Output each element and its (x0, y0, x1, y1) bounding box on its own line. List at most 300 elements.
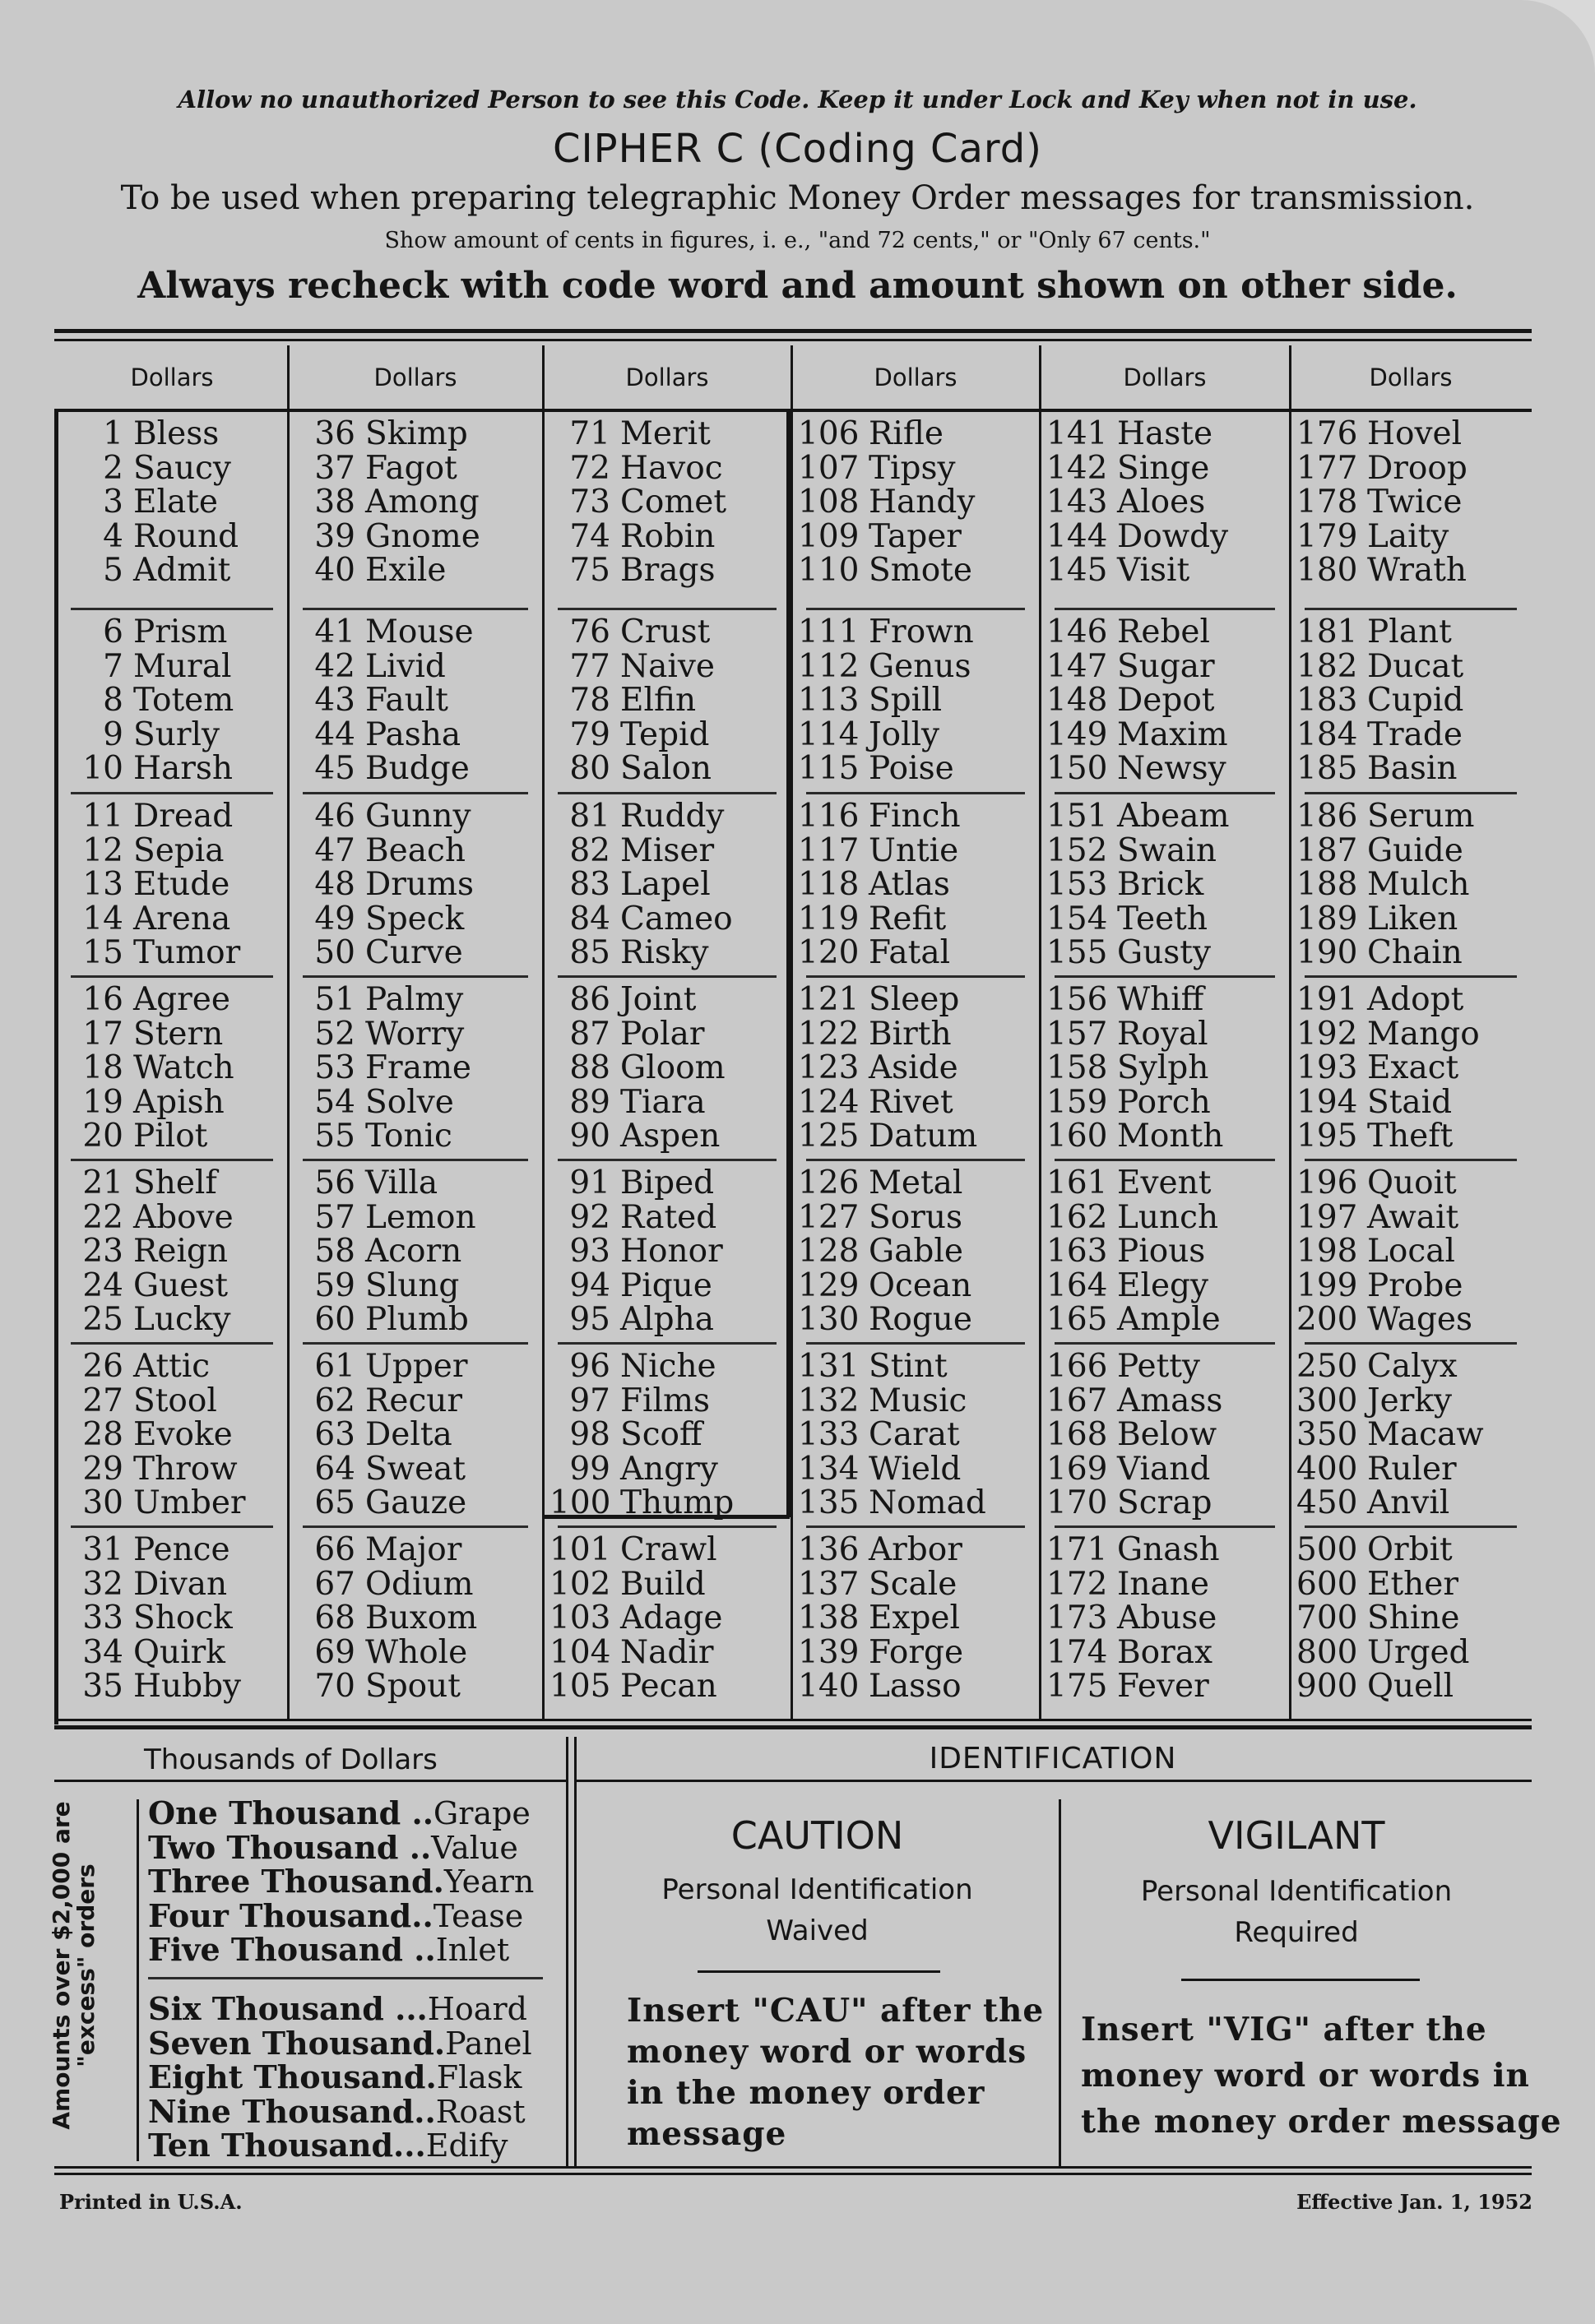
entry-code-word: Quirk (133, 1633, 225, 1671)
entry-amount: 35 (82, 1668, 123, 1706)
entry-amount: 109 (798, 517, 860, 555)
entry-amount: 181 (1296, 613, 1358, 650)
entry-code-word: Dread (133, 798, 234, 835)
code-entry (294, 715, 474, 753)
code-entry (1296, 752, 1463, 786)
code-entry (1046, 1486, 1222, 1521)
section-rule-thick (54, 1725, 1532, 1729)
entry-code-word: Stool (133, 1382, 217, 1419)
thousands-amount: Four Thousand.. (148, 1896, 434, 1934)
entry-code-word: Sepia (133, 831, 225, 869)
code-entry (1296, 1633, 1470, 1671)
column-header-dollars: Dollars (1123, 363, 1207, 391)
entry-amount: 170 (1046, 1484, 1108, 1522)
code-entry (549, 1633, 722, 1671)
entry-code-word: Await (1367, 1198, 1459, 1236)
entry-amount: 23 (82, 1233, 123, 1271)
group-separator (1055, 1159, 1275, 1161)
code-entry (63, 683, 234, 718)
entry-code-word: Agree (133, 981, 230, 1018)
entry-amount: 34 (82, 1633, 123, 1671)
code-entry (1296, 683, 1463, 718)
code-group (1296, 1349, 1484, 1521)
code-entry (294, 799, 474, 834)
code-entry (549, 1266, 723, 1304)
code-entry (1296, 1349, 1484, 1384)
entry-amount: 119 (798, 900, 860, 937)
entry-amount: 182 (1296, 647, 1358, 685)
thousands-entry (148, 2026, 543, 2061)
code-entry (798, 983, 977, 1017)
entry-code-word: Evoke (133, 1416, 233, 1454)
frame-col3-right (786, 409, 791, 1517)
column-header-dollars: Dollars (874, 363, 957, 391)
code-entry (63, 752, 234, 786)
entry-amount: 15 (82, 934, 123, 972)
code-entry (294, 1119, 471, 1154)
code-entry (63, 1567, 241, 1602)
group-separator (1055, 792, 1275, 794)
code-entry (549, 1198, 723, 1236)
entry-code-word: Divan (133, 1565, 228, 1603)
entry-code-word: Cameo (620, 900, 733, 937)
code-entry (63, 902, 240, 937)
entry-amount: 41 (314, 613, 355, 650)
entry-code-word: Depot (1117, 682, 1215, 720)
entry-amount: 102 (549, 1565, 611, 1603)
entry-code-word: Maxim (1117, 715, 1228, 753)
code-entry (1296, 831, 1475, 869)
code-entry (798, 1669, 963, 1704)
code-group (549, 615, 715, 786)
entry-amount: 198 (1296, 1233, 1358, 1271)
code-entry (549, 683, 715, 718)
entry-code-word: Attic (133, 1348, 211, 1385)
thousands-separator (148, 1977, 543, 1979)
code-entry (63, 517, 239, 555)
entry-code-word: Handy (869, 484, 976, 521)
entry-code-word: Viand (1117, 1450, 1211, 1488)
entry-amount: 148 (1046, 682, 1108, 720)
code-entry (294, 868, 474, 902)
code-entry (549, 799, 733, 834)
entry-code-word: Atlas (869, 866, 950, 904)
code-entry (294, 1452, 468, 1487)
entry-amount: 120 (798, 934, 860, 972)
code-group (798, 799, 961, 970)
entry-amount: 121 (798, 981, 860, 1018)
entry-code-word: Probe (1367, 1266, 1463, 1304)
code-entry (63, 1349, 246, 1384)
entry-code-word: Shock (133, 1599, 233, 1637)
entry-code-word: Arena (133, 900, 231, 937)
entry-amount: 250 (1296, 1348, 1358, 1385)
thousands-amount: Nine Thousand.. (148, 2092, 436, 2130)
entry-amount: 70 (314, 1668, 355, 1706)
entry-code-word: Umber (133, 1484, 246, 1522)
entry-code-word: Abuse (1117, 1599, 1217, 1637)
group-separator (303, 1525, 528, 1528)
vigilant-line2: Required (1234, 1916, 1359, 1949)
entry-amount: 65 (314, 1484, 355, 1522)
code-entry (294, 1198, 476, 1236)
entry-code-word: Livid (365, 647, 446, 685)
code-group (1046, 417, 1228, 588)
entry-amount: 54 (314, 1083, 355, 1121)
entry-amount: 73 (569, 484, 610, 521)
entry-amount: 154 (1046, 900, 1108, 937)
entry-amount: 72 (569, 449, 610, 487)
excess-note: Amounts over $2,000 are "excess" orders (48, 1801, 100, 2130)
group-separator (558, 1159, 777, 1161)
code-entry (549, 1083, 726, 1121)
code-entry (798, 1198, 972, 1236)
group-separator (1055, 975, 1275, 978)
entry-code-word: Stint (869, 1348, 948, 1385)
code-entry (549, 936, 733, 970)
code-group (1046, 1533, 1220, 1704)
code-entry (1046, 1669, 1220, 1704)
thousands-entry (148, 2092, 543, 2130)
entry-amount: 90 (569, 1118, 610, 1155)
entry-code-word: Lapel (620, 866, 711, 904)
column-header-dollars: Dollars (625, 363, 709, 391)
group-separator (806, 608, 1025, 610)
entry-amount: 900 (1296, 1668, 1358, 1706)
code-entry (1296, 1669, 1470, 1704)
top-rule (54, 329, 1532, 333)
entry-amount: 115 (798, 750, 860, 788)
entry-code-word: Mulch (1367, 866, 1470, 904)
entry-code-word: Rivet (869, 1083, 953, 1121)
entry-amount: 140 (798, 1668, 860, 1706)
entry-code-word: Pasha (365, 715, 461, 753)
entry-amount: 150 (1046, 750, 1108, 788)
code-entry (549, 1303, 723, 1337)
entry-code-word: Elegy (1117, 1266, 1209, 1304)
entry-code-word: Gunny (365, 798, 471, 835)
code-entry (798, 902, 961, 937)
cents-note: Show amount of cents in figures, i. e., "and 72 cents," or "Only 67 cents." (384, 228, 1211, 253)
group-separator (1055, 1342, 1275, 1345)
entry-code-word: Thump (620, 1484, 735, 1522)
entry-code-word: Villa (365, 1164, 438, 1201)
code-entry (294, 615, 474, 650)
code-entry (294, 1303, 476, 1337)
entry-amount: 7 (103, 647, 123, 685)
entry-code-word: Orbit (1367, 1531, 1453, 1568)
entry-code-word: Laity (1367, 517, 1449, 555)
code-group (63, 1166, 234, 1337)
code-entry (1296, 799, 1475, 834)
code-entry (63, 868, 240, 902)
entry-amount: 194 (1296, 1083, 1358, 1121)
entry-amount: 12 (82, 831, 123, 869)
entry-code-word: Trade (1367, 715, 1463, 753)
entry-code-word: Ocean (869, 1266, 972, 1304)
code-group (549, 983, 726, 1154)
entry-code-word: Adopt (1367, 981, 1464, 1018)
entry-amount: 3 (103, 484, 123, 521)
thousands-amount: Two Thousand .. (148, 1828, 432, 1866)
entry-code-word: Event (1117, 1164, 1212, 1201)
entry-amount: 89 (569, 1083, 610, 1121)
entry-amount: 174 (1046, 1633, 1108, 1671)
caution-title: CAUTION (730, 1813, 904, 1858)
code-group (798, 1166, 972, 1337)
code-entry (1046, 868, 1229, 902)
entry-amount: 16 (82, 981, 123, 1018)
thousands-amount: Three Thousand. (148, 1863, 444, 1900)
entry-amount: 164 (1046, 1266, 1108, 1304)
entry-amount: 193 (1296, 1049, 1358, 1087)
vigilant-underline (1181, 1979, 1420, 1981)
entry-amount: 78 (569, 682, 610, 720)
entry-amount: 149 (1046, 715, 1108, 753)
entry-amount: 79 (569, 715, 610, 753)
code-entry (1296, 553, 1467, 588)
entry-code-word: Sweat (365, 1450, 466, 1488)
entry-code-word: Anvil (1367, 1484, 1450, 1522)
entry-code-word: Joint (620, 981, 697, 1018)
entry-amount: 159 (1046, 1083, 1108, 1121)
entry-amount: 39 (314, 517, 355, 555)
entry-amount: 179 (1296, 517, 1358, 555)
column-divider (542, 345, 545, 1719)
entry-amount: 131 (798, 1348, 860, 1385)
code-entry (549, 1166, 723, 1201)
entry-code-word: Twice (1367, 484, 1463, 521)
entry-code-word: Wages (1367, 1301, 1473, 1339)
entry-amount: 156 (1046, 981, 1108, 1018)
entry-amount: 130 (798, 1301, 860, 1339)
entry-amount: 48 (314, 866, 355, 904)
group-separator (303, 1159, 528, 1161)
caution-line1: Personal Identification (661, 1873, 973, 1906)
group-separator (71, 1159, 273, 1161)
thousands-entry (148, 1828, 543, 1866)
entry-code-word: Solve (365, 1083, 454, 1121)
bottom-rule (54, 2166, 1532, 2169)
entry-amount: 200 (1296, 1301, 1358, 1339)
code-group (294, 417, 480, 588)
entry-code-word: Brags (620, 552, 716, 590)
entry-code-word: Forge (869, 1633, 964, 1671)
entry-code-word: Haste (1117, 415, 1213, 452)
entry-amount: 76 (569, 613, 610, 650)
code-entry (294, 752, 474, 786)
entry-amount: 127 (798, 1198, 860, 1236)
code-entry (549, 902, 733, 937)
entry-code-word: Below (1117, 1416, 1217, 1454)
entry-amount: 123 (798, 1049, 860, 1087)
entry-code-word: Spill (869, 682, 943, 720)
entry-amount: 350 (1296, 1416, 1358, 1454)
entry-amount: 14 (82, 900, 123, 937)
thousands-entry (148, 2060, 543, 2095)
code-entry (549, 752, 715, 786)
code-entry (63, 1166, 234, 1201)
code-entry (549, 417, 726, 451)
code-entry (798, 1486, 986, 1521)
entry-code-word: Whiff (1117, 981, 1204, 1018)
code-group (63, 983, 234, 1154)
entry-code-word: Acorn (365, 1233, 462, 1271)
entry-code-word: Wrath (1367, 552, 1467, 590)
entry-amount: 5 (103, 552, 123, 590)
code-entry (1296, 1083, 1480, 1121)
entry-code-word: Hovel (1367, 415, 1463, 452)
entry-amount: 175 (1046, 1668, 1108, 1706)
entry-code-word: Curve (365, 934, 463, 972)
entry-amount: 86 (569, 981, 610, 1018)
entry-amount: 124 (798, 1083, 860, 1121)
entry-code-word: Finch (869, 798, 961, 835)
entry-code-word: Slung (365, 1266, 460, 1304)
code-group (549, 799, 733, 970)
group-separator (1305, 608, 1517, 610)
entry-amount: 173 (1046, 1599, 1108, 1637)
entry-code-word: Exile (365, 552, 447, 590)
code-group (1296, 1166, 1472, 1337)
entry-amount: 57 (314, 1198, 355, 1236)
entry-amount: 1 (103, 415, 123, 452)
entry-code-word: Palmy (365, 981, 464, 1018)
entry-code-word: Lasso (869, 1668, 962, 1706)
thousands-code-word: Flask (436, 2059, 522, 2096)
entry-code-word: Gnash (1117, 1531, 1220, 1568)
code-entry (549, 615, 715, 650)
code-entry (63, 553, 239, 588)
entry-amount: 47 (314, 831, 355, 869)
entry-code-word: Swain (1117, 831, 1217, 869)
code-entry (1046, 831, 1229, 869)
entry-amount: 93 (569, 1233, 610, 1271)
caution-instruction-line: message (627, 2115, 787, 2153)
thousands-code-word: Value (431, 1829, 518, 1866)
code-entry (1046, 417, 1228, 451)
code-entry (1046, 1198, 1221, 1236)
entry-amount: 136 (798, 1531, 860, 1568)
entry-amount: 103 (549, 1599, 611, 1637)
code-group (1296, 983, 1480, 1154)
entry-code-word: Pecan (620, 1668, 717, 1706)
entry-amount: 166 (1046, 1348, 1108, 1385)
entry-code-word: Royal (1117, 1015, 1208, 1053)
thousands-amount: Eight Thousand. (148, 2058, 437, 2096)
code-entry (294, 485, 480, 520)
entry-code-word: Robin (620, 517, 716, 555)
entry-code-word: Rifle (869, 415, 944, 452)
entry-amount: 55 (314, 1118, 355, 1155)
group-separator (303, 1342, 528, 1345)
code-entry (294, 1418, 468, 1452)
entry-code-word: Spout (365, 1668, 461, 1706)
code-entry (798, 553, 975, 588)
entry-amount: 171 (1046, 1531, 1108, 1568)
entry-amount: 100 (549, 1484, 611, 1522)
code-entry (549, 1452, 734, 1487)
code-group (294, 1166, 476, 1337)
caution-instruction-line: money word or words (627, 2033, 1027, 2071)
column-divider (791, 345, 793, 1719)
code-group (798, 615, 974, 786)
entry-code-word: Tiara (620, 1083, 706, 1121)
entry-amount: 60 (314, 1301, 355, 1339)
entry-amount: 94 (569, 1266, 610, 1304)
entry-code-word: Quoit (1367, 1164, 1457, 1201)
code-entry (294, 1533, 477, 1567)
entry-amount: 52 (314, 1015, 355, 1053)
entry-code-word: Music (869, 1382, 967, 1419)
entry-amount: 113 (798, 682, 860, 720)
entry-amount: 62 (314, 1382, 355, 1419)
code-entry (549, 485, 726, 520)
entry-amount: 162 (1046, 1198, 1108, 1236)
entry-amount: 105 (549, 1668, 611, 1706)
group-separator (558, 608, 777, 610)
code-entry (549, 1017, 726, 1052)
entry-amount: 147 (1046, 647, 1108, 685)
entry-amount: 138 (798, 1599, 860, 1637)
entry-amount: 44 (314, 715, 355, 753)
entry-code-word: Pence (133, 1531, 230, 1568)
code-entry (798, 1601, 963, 1636)
entry-code-word: Aspen (620, 1118, 721, 1155)
thousands-entry (148, 2128, 543, 2163)
entry-amount: 83 (569, 866, 610, 904)
entry-amount: 26 (82, 1348, 123, 1385)
code-entry (294, 683, 474, 718)
code-entry (798, 451, 975, 486)
entry-code-word: Mouse (365, 613, 474, 650)
identification-heading: IDENTIFICATION (929, 1742, 1177, 1775)
code-entry (63, 983, 234, 1017)
entry-code-word: Quell (1367, 1668, 1454, 1706)
code-entry (1046, 799, 1229, 834)
code-entry (1296, 1533, 1470, 1567)
entry-amount: 187 (1296, 831, 1358, 869)
entry-amount: 97 (569, 1382, 610, 1419)
code-entry (63, 1418, 246, 1452)
thousands-amount: One Thousand .. (148, 1794, 434, 1831)
code-entry (294, 1017, 471, 1052)
code-entry (1046, 1533, 1220, 1567)
code-entry (1046, 936, 1229, 970)
code-entry (63, 451, 239, 486)
code-entry (1046, 1452, 1222, 1487)
entry-code-word: Mural (133, 647, 232, 685)
entry-code-word: Scrap (1117, 1484, 1212, 1522)
code-entry (798, 485, 975, 520)
code-entry (294, 451, 480, 486)
code-entry (1046, 752, 1228, 786)
entry-code-word: Datum (869, 1118, 978, 1155)
entry-code-word: Beach (365, 831, 466, 869)
code-group (549, 417, 726, 588)
entry-code-word: Sugar (1117, 647, 1215, 685)
entry-code-word: Saucy (133, 449, 231, 487)
entry-code-word: Reign (133, 1233, 229, 1271)
code-entry (63, 1303, 234, 1337)
caution-instruction-line: Insert "CAU" after the (627, 1992, 1045, 2030)
entry-amount: 141 (1046, 415, 1108, 452)
entry-amount: 126 (798, 1164, 860, 1201)
code-entry (549, 1234, 723, 1269)
code-entry (294, 902, 474, 937)
entry-amount: 180 (1296, 552, 1358, 590)
code-entry (294, 1633, 477, 1671)
